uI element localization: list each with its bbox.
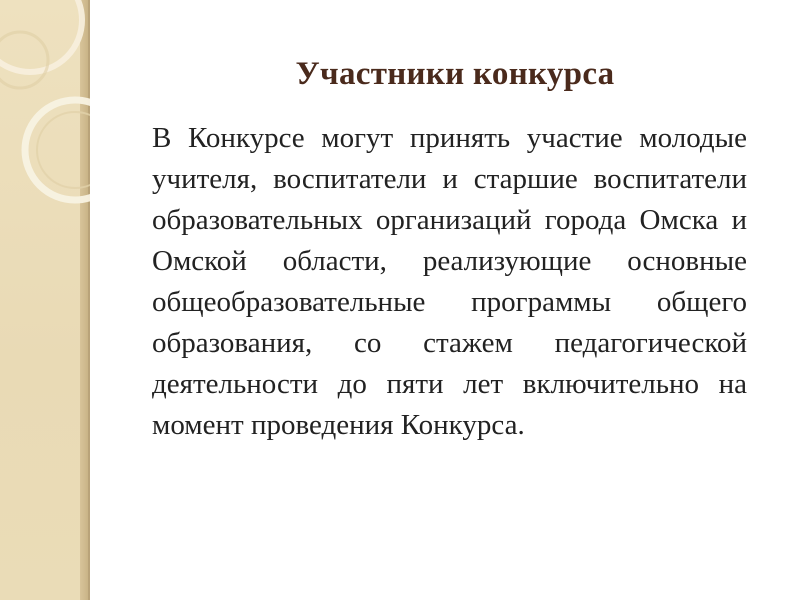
- slide-title: Участники конкурса: [295, 56, 615, 92]
- slide-body-text: В Конкурсе могут принять участие молодые учителя, воспитатели и старшие воспитатели образовательных организаций города Омска и Омской области, реализующие основные общеобразовательные программы общего образования, со стажем педагогической деятельности до пяти лет включительно на момент проведения Конкурса.: [152, 122, 747, 441]
- decorative-circles: [0, 0, 90, 220]
